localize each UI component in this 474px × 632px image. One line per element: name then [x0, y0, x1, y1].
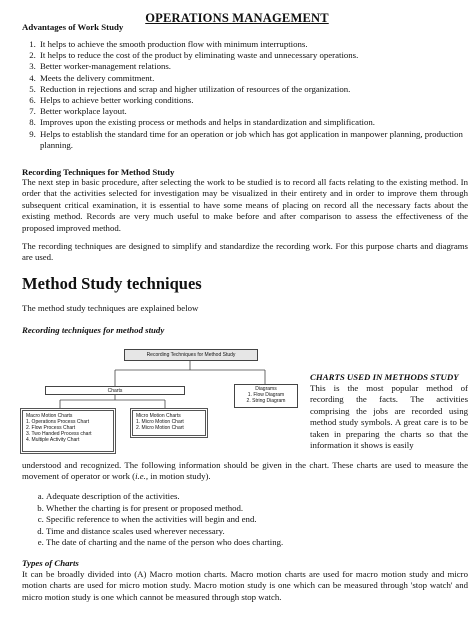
types-of-charts-heading: Types of Charts	[22, 558, 79, 568]
method-study-heading: Method Study techniques	[22, 274, 202, 293]
diagram-micro-box	[130, 408, 208, 438]
recording-paragraph: The next step in basic procedure, after selecting the work to be studied is to record all facts relating to the existing method. In order that the activities selected for investigation may be visualized in their entirety and in order to improve them through subsequent critical examination, it is essential to have some means of placing on record all the necessary facts about the existing method. Records are very much useful to make before and after comparison to assess the effectiveness of the proposed improved method.	[22, 177, 468, 233]
advantages-heading: Advantages of Work Study	[22, 22, 124, 32]
list-item: a. Adequate description of the activities.	[46, 491, 283, 503]
diagram-diagrams-box	[234, 384, 298, 408]
list-item: 2. It helps to reduce the cost of the product by eliminating waste and unnecessary operations.	[38, 50, 474, 61]
diagram-item: 4. Multiple Activity Chart	[26, 437, 80, 443]
list-item: 4. Meets the delivery commitment.	[38, 73, 474, 84]
list-item: c. Specific reference to when the activities will begin and end.	[46, 514, 283, 526]
list-item: b. Whether the charting is for present or proposed method.	[46, 503, 283, 515]
continuation-end: in motion study).	[148, 471, 211, 482]
continuation-italic: i.e.,	[135, 471, 149, 482]
diagram-macro-box	[20, 408, 116, 454]
list-item: 9. Helps to establish the standard time for an operation or job which has got application in manpower planning, production planning.	[38, 129, 474, 151]
diagram-item: 2. Micro Motion Chart	[136, 425, 184, 431]
list-item: 8. Improves upon the existing process or methods and helps in standardization and simplification.	[38, 117, 474, 128]
diagram-item: 3. Two Handed Process chart	[26, 431, 92, 437]
list-item: 5. Reduction in rejections and scrap and higher utilization of resources of the organization.	[38, 84, 474, 95]
page-title: OPERATIONS MANAGEMENT	[145, 11, 329, 25]
diagram-root-box: Recording Techniques for Method Study	[124, 349, 258, 361]
diagram-item: 2. String Diagram	[246, 398, 286, 404]
diagram-item: 2. Flow Process Chart	[26, 425, 76, 431]
chart-info-list	[32, 491, 283, 549]
charts-used-continuation	[22, 460, 468, 483]
advantages-list	[22, 39, 474, 151]
list-item: 6. Helps to achieve better working conditions.	[38, 95, 474, 106]
diagram-item: 1. Operations Process Chart	[26, 419, 90, 425]
recording-techniques-subheading: Recording techniques for method study	[22, 325, 165, 335]
method-study-intro: The method study techniques are explained below	[22, 303, 199, 313]
charts-used-heading: CHARTS USED IN METHODS STUDY	[310, 372, 459, 382]
list-item: 7. Better workplace layout.	[38, 106, 474, 117]
recording-paragraph-2: The recording techniques are designed to simplify and standardize the recording work. For this purpose charts and diagrams are used.	[22, 241, 468, 263]
charts-used-section	[310, 372, 468, 451]
types-of-charts-paragraph: It can be broadly divided into (A) Macro motion charts. Macro motion charts are used for macro motion study and micro motion charts are used for micro motion study. Macro motion study is one which can be measured through 'stop watch' and micro motion study is one which cannot be measured through stop watch.	[22, 569, 468, 602]
diagram-item: 1. Micro Motion Chart	[136, 419, 184, 425]
diagram-diagrams-label: Diagrams	[255, 386, 277, 392]
diagram-item: 1. Flow Diagram	[247, 392, 285, 398]
list-item: 1. It helps to achieve the smooth production flow with minimum interruptions.	[38, 39, 474, 50]
recording-heading: Recording Techniques for Method Study	[22, 167, 175, 177]
diagram-macro-title: Macro Motion Charts	[26, 413, 73, 419]
list-item: 3. Better worker-management relations.	[38, 61, 474, 72]
list-item: d. Time and distance scales used wherever necessary.	[46, 526, 283, 538]
continuation-text: understood and recognized. The following information should be given in the chart. These charts are used to measure the movement of operator or work (	[22, 460, 468, 482]
charts-used-text: This is the most popular method of recording the facts. The activities comprising the jobs are recorded using method study symbols. A great care is to be taken in preparing the charts so that the information it shows is easily	[310, 383, 468, 451]
diagram-micro-title: Micro Motion Charts	[136, 413, 181, 419]
list-item: e. The date of charting and the name of the person who does charting.	[46, 537, 283, 549]
recording-techniques-diagram	[20, 344, 310, 460]
diagram-charts-box: Charts	[45, 386, 185, 395]
